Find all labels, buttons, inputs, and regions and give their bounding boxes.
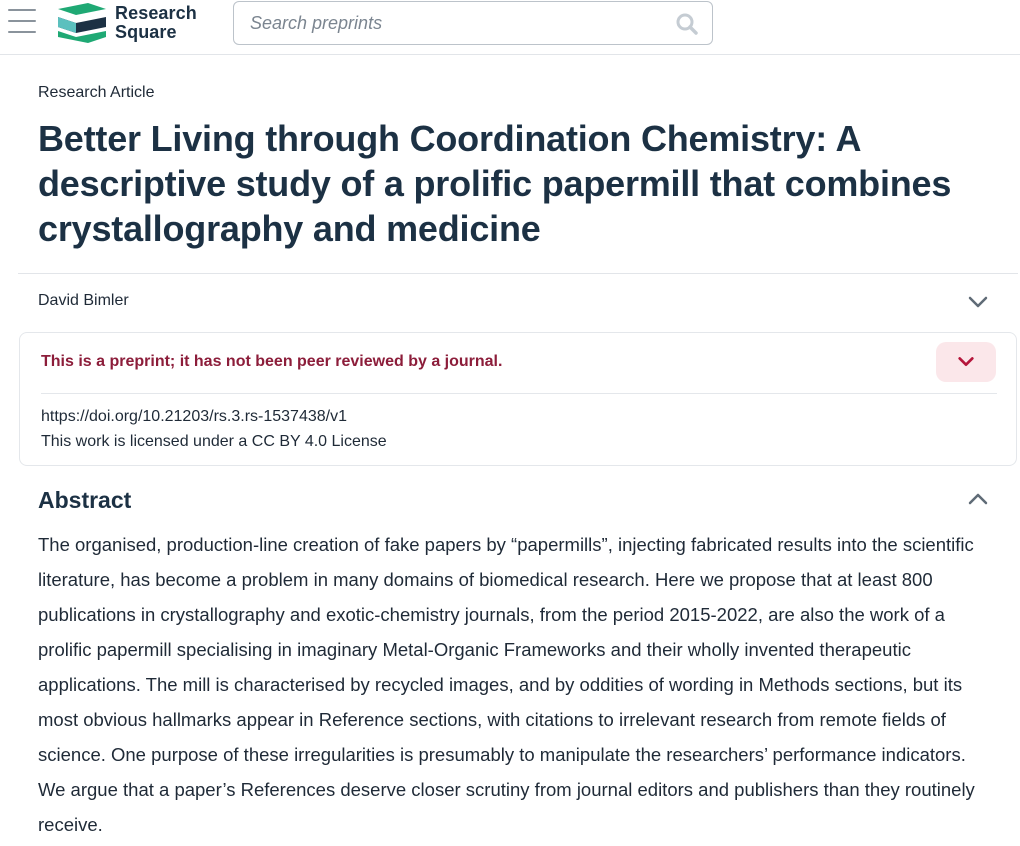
chevron-down-icon <box>955 353 977 371</box>
chevron-down-icon[interactable] <box>966 292 990 312</box>
preprint-notice-panel <box>19 332 1017 466</box>
article-title: Better Living through Coordination Chemistry: A descriptive study of a prolific papermill that combines crystallography and medicine <box>38 118 952 249</box>
search-input[interactable] <box>250 2 670 44</box>
logo-line-2: Square <box>115 22 177 42</box>
author-name[interactable]: David Bimler <box>38 292 129 309</box>
license-text: This work is licensed under a CC BY 4.0 License <box>41 433 387 450</box>
search-icon[interactable] <box>675 12 699 36</box>
article-type-label: Research Article <box>38 84 155 101</box>
logo-wordmark <box>115 4 197 42</box>
research-square-logo[interactable] <box>58 2 197 44</box>
abstract-heading: Abstract <box>38 487 132 513</box>
abstract-body: The organised, production-line creation of fake papers by “papermills”, injecting fabricated results into the scientific literature, has become a problem in many domains of biomedical research. Here we propose that at least 800 publications in crystallography and exotic-chemistry journals, from the period 2015-2022, are also the work of a prolific papermill specialising in imaginary Metal-Organic Frameworks and their wholly invented therapeutic applications. The mill is characterised by recycled images, and by oddities of wording in Methods sections, but its most obvious hallmarks appear in Reference sections, with citations to irrelevant research from remote fields of science. One purpose of these irregularities is presumably to manipulate the researchers’ performance indicators. We argue that a paper’s References deserve closer scrutiny from journal editors and publishers than they routinely receive. <box>38 534 975 835</box>
search-box <box>233 1 713 45</box>
logo-mark-icon <box>58 3 106 43</box>
divider <box>18 273 1018 274</box>
divider <box>41 393 997 394</box>
preprint-notice-text: This is a preprint; it has not been peer reviewed by a journal. <box>41 353 503 370</box>
top-navigation-bar <box>0 0 1020 55</box>
chevron-up-icon[interactable] <box>966 489 990 509</box>
logo-line-1: Research <box>115 3 197 23</box>
notice-expand-button[interactable] <box>936 342 996 382</box>
hamburger-menu-icon[interactable] <box>8 9 36 33</box>
doi-link[interactable]: https://doi.org/10.21203/rs.3.rs-1537438/v1 <box>41 408 347 425</box>
